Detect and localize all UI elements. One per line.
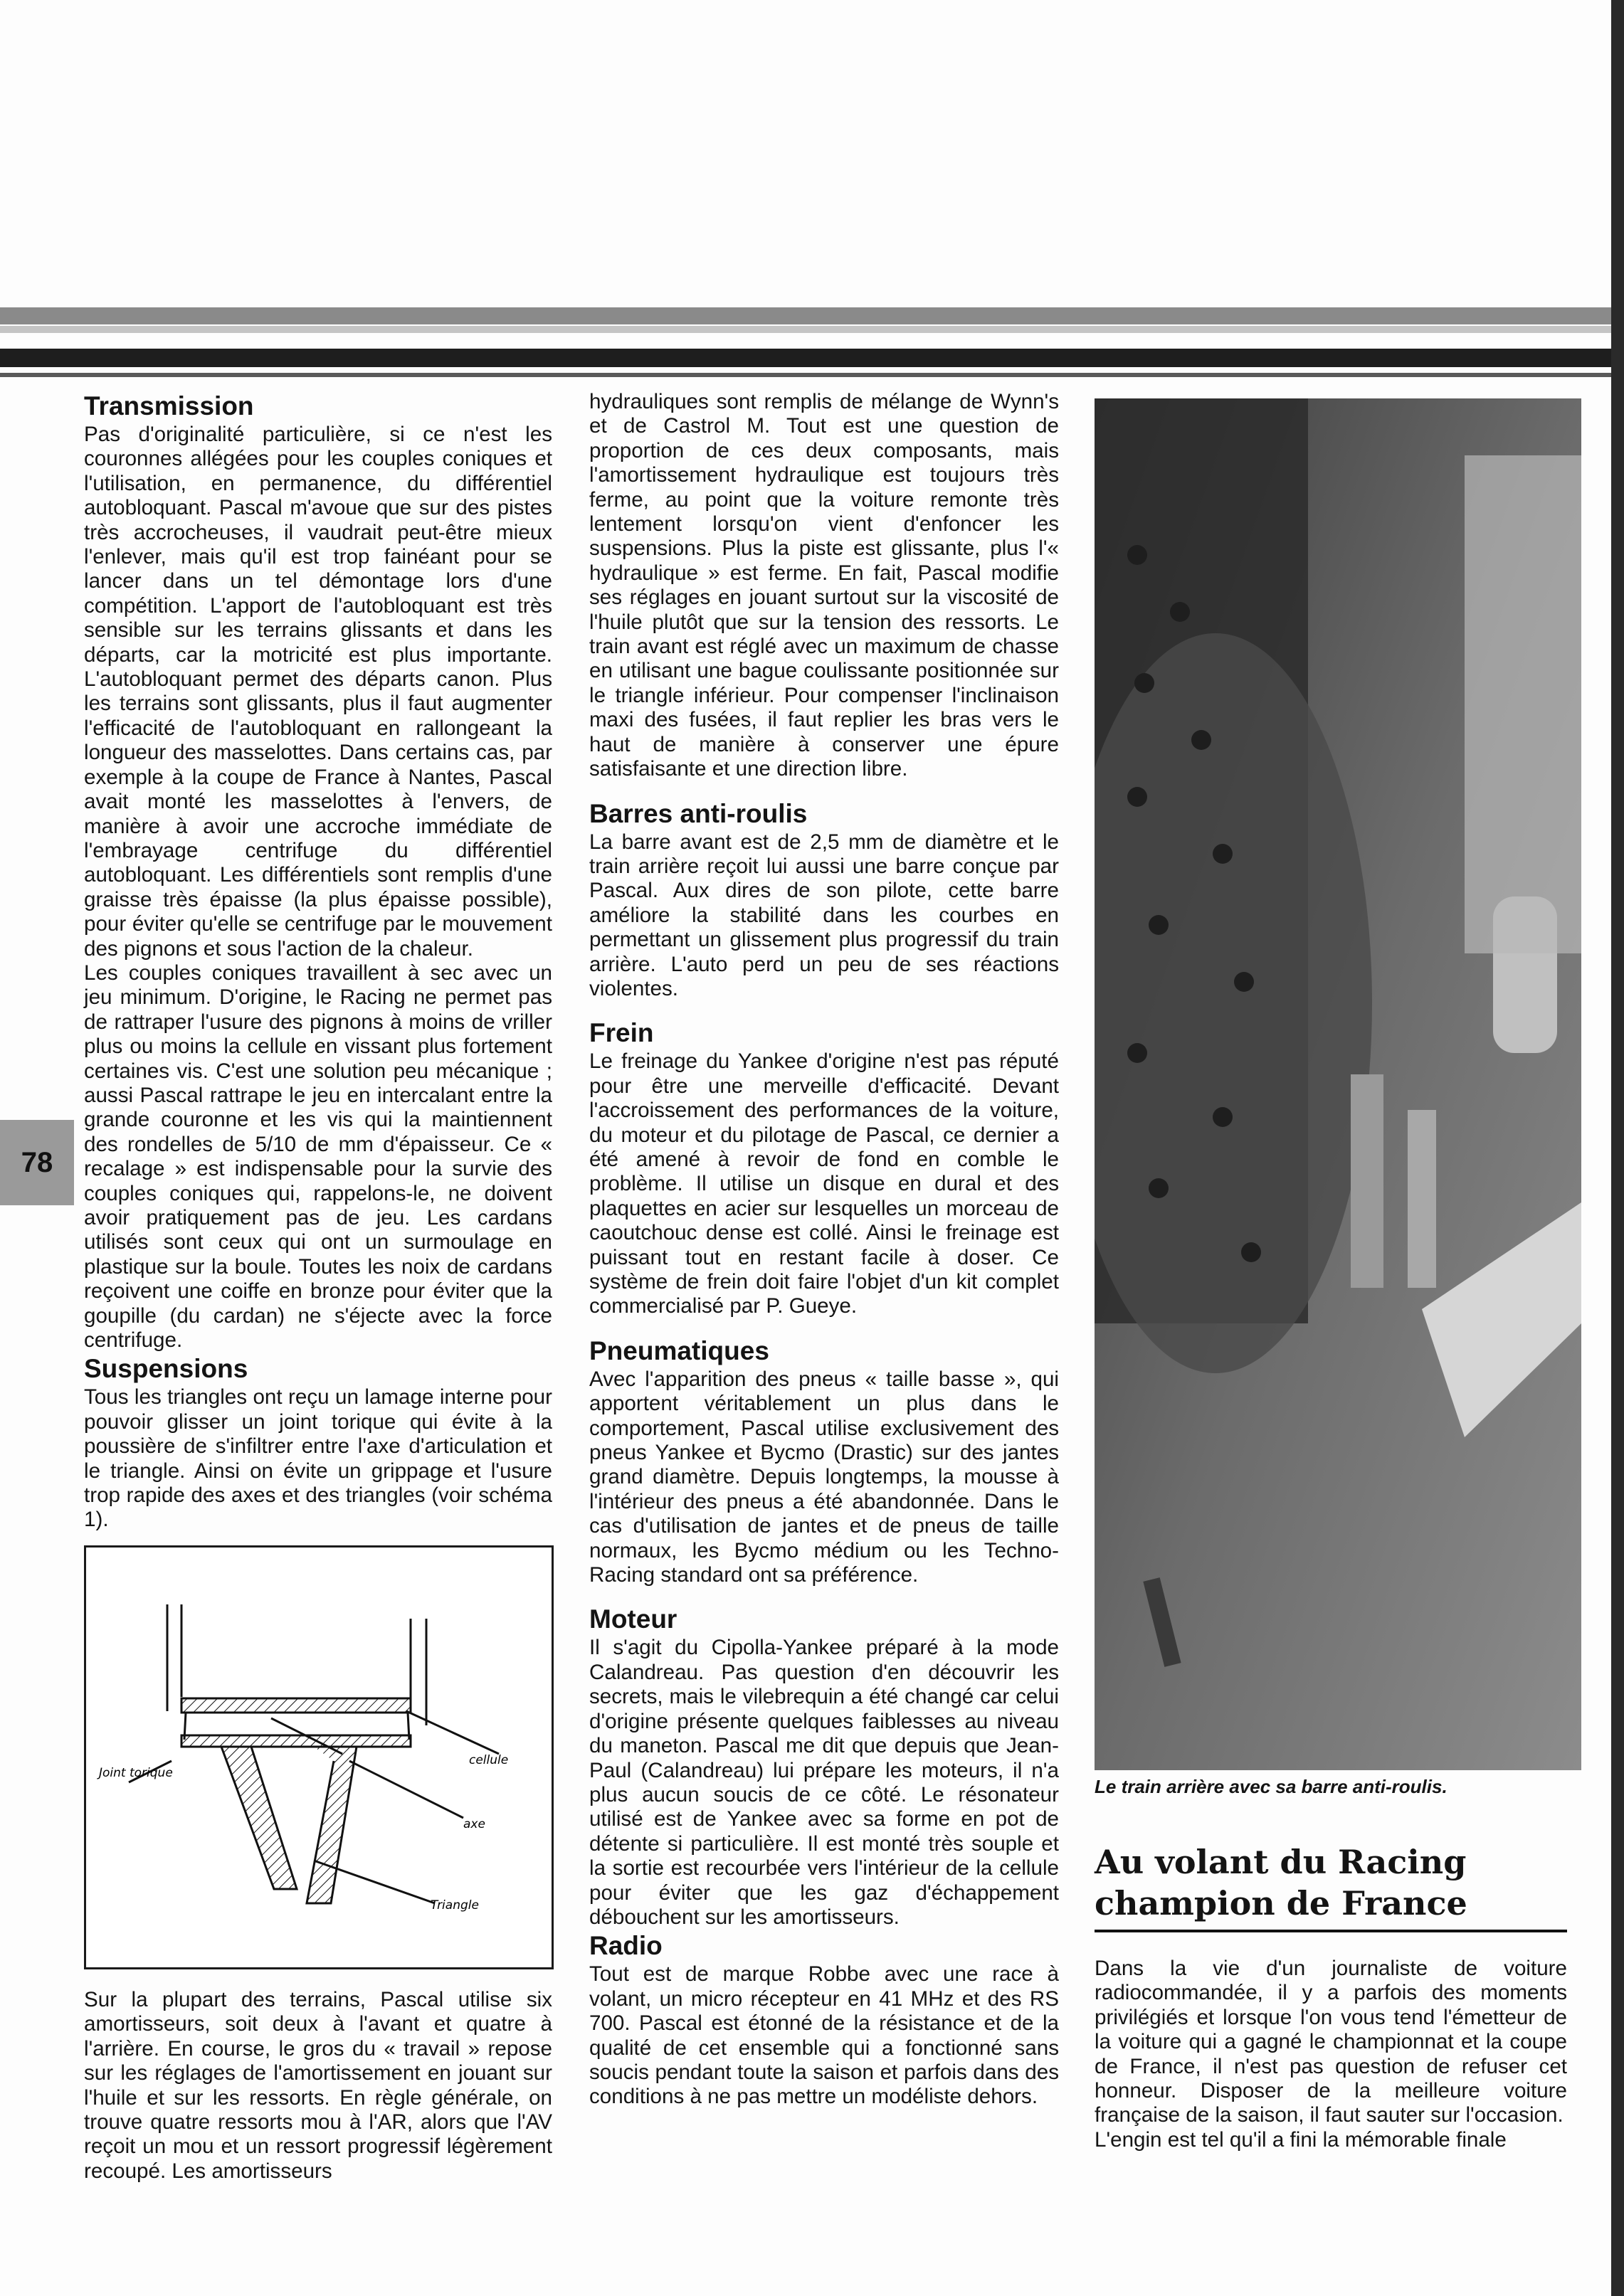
label-triangle: Triangle: [431, 1898, 479, 1913]
triangle-schematic: [86, 1548, 552, 1967]
paragraph: Pas d'originalité particulière, si ce n'est les couronnes allégées pour les couples coniques et l'utilisation, en permanence, du différentiel autobloquant. Pascal m'avoue que sur des pistes très accrocheuses, il vaudrait peut-être mieux l'enlever, mais qu'il est trop fainéant pour se lancer dans un tel démontage lors d'une compétition. L'apport de l'autobloquant est très sensible sur les terrains glissants et dans les départs, car la motricité est plus importante. L'autobloquant permet des départs canon. Plus les terrains sont glissants, plus il faut augmenter l'efficacité de l'autobloquant en rallongeant la longueur des masselottes. Dans certains cas, par exemple à la coupe de France à Nantes, Pascal avait monté les masselottes à l'envers, de manière à avoir une accroche immédiate de l'embrayage centrifuge du différentiel autobloquant. Les différentiels sont remplis d'une graisse très épaisse (la plus épaisse possible), pour éviter qu'elle se centrifuge par le mouvement des pignons et sous l'action de la chaleur.: [84, 423, 552, 961]
section-heading-moteur: Moteur: [589, 1604, 677, 1634]
header-stripe: [0, 307, 1624, 324]
photo-caption: Le train arrière avec sa barre anti-roulis.: [1095, 1776, 1448, 1797]
paragraph: Tout est de marque Robbe avec une race à volant, un micro récepteur en 41 MHz et des RS 700. Pascal est étonné de la résistance et de la qualité de cet ensemble qui a fonctionné sans soucis pendant toute la saison et parfois dans des conditions à ne pas mettre un modéliste dehors.: [589, 1962, 1059, 2109]
paragraph: La barre avant est de 2,5 mm de diamètre et le train arrière reçoit lui aussi une barre conçue par Pascal. Aux dires de son pilote, cette barre améliore la stabilité dans les courbes en permettant un glissement plus progressif du train arrière. L'auto perd un peu de ses réactions violentes.: [589, 830, 1059, 1000]
scan-edge: [1611, 0, 1624, 2296]
rear-axle-photo: [1095, 398, 1581, 1770]
paragraph: Les couples coniques travaillent à sec avec un jeu minimum. D'origine, le Racing ne permet pas de rattraper l'usure des pignons à moins de vriller plus ou moins la cellule en vissant plus fortement certaines vis. C'est une solution peu mécanique ; aussi Pascal rattrape le jeu en intercalant entre la grande couronne et les vis qui la maintiennent des rondelles de 5/10 de mm d'épaisseur. Ce « recalage » est indispensable pour la survie des couples coniques qui, rappelons-le, ne doivent avoir pratiquement pas de jeu. Les cardans utilisés sont ceux qui ont un surmoulage en plastique sur la boule. Toutes les noix de cardans reçoivent une coiffe en bronze pour éviter que la goupille (du cardan) ne s'éjecte avec la force centrifuge.: [84, 961, 552, 1353]
column-1: [84, 390, 552, 1533]
header-stripe: [0, 326, 1624, 333]
paragraph: Il s'agit du Cipolla-Yankee préparé à la mode Calandreau. Pas question d'en découvrir les secrets, mais le vilebrequin a été changé car celui d'origine présente quelques faiblesses au niveau du maneton. Pascal me dit que depuis que Jean-Paul (Calandreau) lui prépare les moteurs, il n'a plus aucun soucis de ce côté. Le résonateur utilisé est de Yankee avec sa forme en pot de détente si particulière. Il est monté très souple et la sortie est recourbée vers l'intérieur de la cellule pour éviter que les gaz d'échappement débouchent sur les amortisseurs.: [589, 1636, 1059, 1929]
section-heading-transmission: Transmission: [84, 391, 254, 420]
paragraph: Le freinage du Yankee d'origine n'est pas réputé pour être une merveille d'efficacité. Devant l'accroissement des performances de la voiture, du moteur et du pilotage de Pascal, ce dernier a été amené à revoir de fond en comble le problème. Il utilise un disque en dural et des plaquettes en acier sur lesquelles un morceau de caoutchouc dense est collé. Ainsi le freinage est puissant tout en restant facile à doser. Ce système de frein doit faire l'objet d'un kit complet commercialisé par P. Gueye.: [589, 1049, 1059, 1318]
section-heading-radio: Radio: [589, 1931, 663, 1961]
sidebar-title-line-1: Au volant du Racing: [1095, 1843, 1467, 1881]
header-stripe: [0, 373, 1624, 377]
paragraph: Tous les triangles ont reçu un lamage interne pour pouvoir glisser un joint torique qui évite à la poussière de s'infiltrer entre l'axe d'articulation et le triangle. Ainsi on évite un grippage et l'usure trop rapide des axes et des triangles (voir schéma 1).: [84, 1385, 552, 1532]
column-2: [589, 390, 1059, 2110]
sidebar-title: [1095, 1841, 1567, 1924]
column-1-bottom: [84, 1988, 552, 2184]
section-heading-suspensions: Suspensions: [84, 1354, 248, 1384]
label-joint: Joint torique: [99, 1766, 173, 1780]
sidebar-title-line-2: champion de France: [1095, 1884, 1467, 1922]
column-3: [1095, 1957, 1567, 2152]
label-axe: axe: [463, 1817, 485, 1831]
sidebar-title-rule: [1095, 1930, 1567, 1932]
suspension-diagram: [84, 1545, 554, 1969]
section-heading-barres: Barres anti-roulis: [589, 798, 808, 828]
paragraph: hydrauliques sont remplis de mélange de Wynn's et de Castrol M. Tout est une question de proportion de ces deux composants, mais l'amortissement hydraulique est toujours très ferme, au point que la voiture remonte très lentement lorsqu'on vient d'enfoncer les suspensions. Plus la piste est glissante, plus l'« hydraulique » est ferme. En fait, Pascal modifie ses réglages en jouant surtout sur la viscosité de l'huile plutôt que sur la tension des ressorts. Le train avant est réglé avec un maximum de chasse en utilisant une bague coulissante positionnée sur le triangle inférieur. Pour compenser l'inclinaison maxi des fusées, il faut replier les bras vers le haut de manière à conserver une épure satisfaisante et une direction libre.: [589, 390, 1059, 781]
page-number-tab: [0, 1120, 74, 1205]
paragraph: L'engin est tel qu'il a fini la mémorable finale: [1095, 2127, 1507, 2152]
label-cellule: cellule: [469, 1753, 509, 1767]
section-heading-pneumatiques: Pneumatiques: [589, 1335, 769, 1365]
paragraph: Sur la plupart des terrains, Pascal utilise six amortisseurs, soit deux à l'avant et quatre à l'arrière. En course, le gros du « travail » repose sur les réglages de l'amortissement en jouant sur l'huile et sur les ressorts. En règle générale, on trouve quatre ressorts mou à l'AR, alors que l'AV reçoit un mou et un ressort progressif légèrement recoupé. Les amortisseurs: [84, 1988, 552, 2183]
paragraph: Avec l'apparition des pneus « taille basse », qui apportent véritablement un plus dans le comportement, Pascal utilise exclusivement des pneus Yankee et Bycmo (Drastic) sur des jantes grand diamètre. Depuis longtemps, la mousse à l'intérieur des pneus a été abandonnée. Dans le cas d'utilisation de jantes et de pneus de taille normaux, les Bycmo médium ou les Techno-Racing standard ont sa préférence.: [589, 1367, 1059, 1587]
page-number: 78: [21, 1146, 53, 1178]
photo-illustration: [1095, 398, 1581, 1770]
paragraph: Dans la vie d'un journaliste de voiture radiocommandée, il y a parfois des moments privilégiés et lorsque l'on vous tend l'émetteur de la voiture qui a gagné le championnat et la coupe de France, il n'est pas question de refuser cet honneur. Disposer de la meilleure voiture française de la saison, il faut sauter sur l'occasion.: [1095, 1957, 1567, 2127]
section-heading-frein: Frein: [589, 1018, 654, 1048]
header-stripe: [0, 349, 1624, 367]
